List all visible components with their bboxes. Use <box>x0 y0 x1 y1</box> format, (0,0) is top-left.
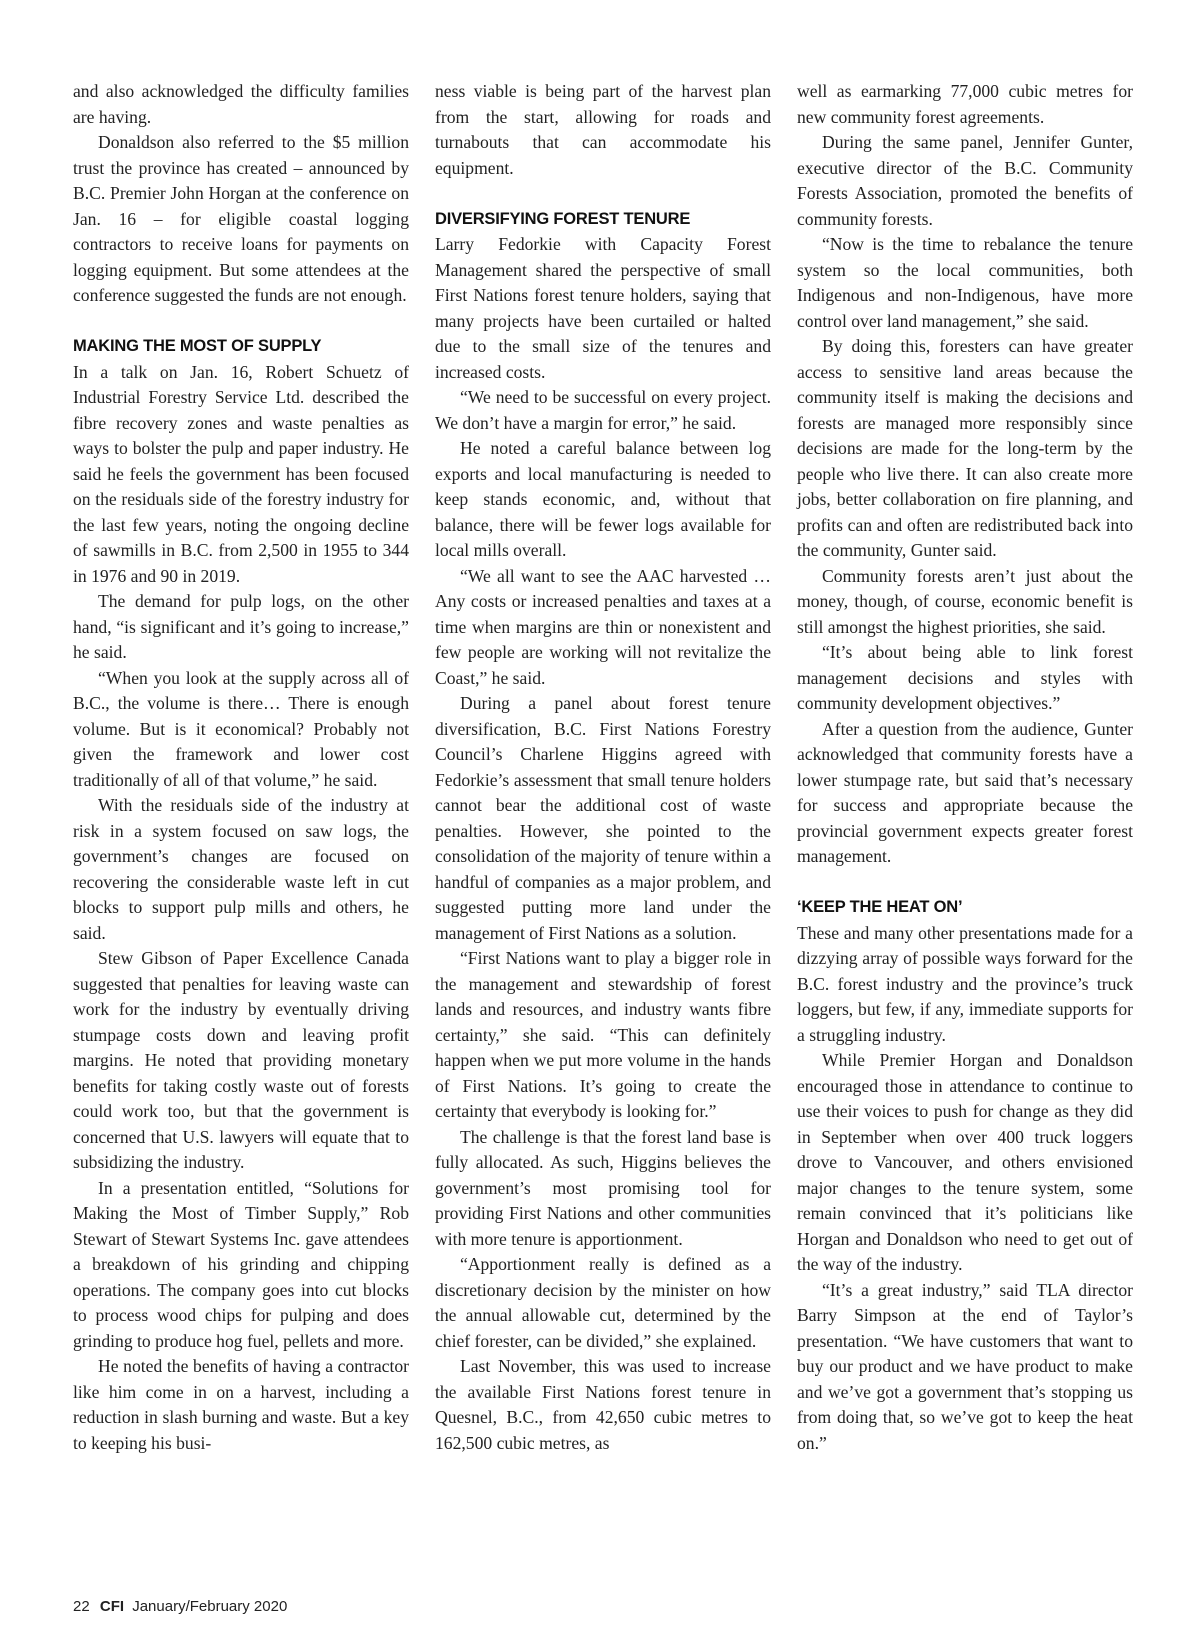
paragraph: Donaldson also referred to the $5 million trust the province has created – announced by B.C. Premier John Horgan at the conference on Jan. 16 – for eligible coastal logging contractors to receive loans for payments on logging equipment. But some attendees at the conference suggested the funds are not enough. <box>73 132 409 305</box>
paragraph: ness viable is being part of the harvest plan from the start, allowing for roads and turnabouts that can accommodate his equipment. <box>435 81 771 178</box>
paragraph: He noted the benefits of having a contractor like him come in on a harvest, including a reduction in slash burning and waste. But a key to keeping his busi- <box>73 1356 409 1453</box>
paragraph: The demand for pulp logs, on the other hand, “is significant and it’s going to increase,” he said. <box>73 591 409 662</box>
page-number: 22 <box>73 1598 90 1615</box>
issue-date: January/February 2020 <box>132 1598 288 1615</box>
paragraph: “Now is the time to rebalance the tenure system so the local communities, both Indigenous and non-Indigenous, have more control over land management,” she said. <box>797 234 1133 331</box>
paragraph: Last November, this was used to increase the available First Nations forest tenure in Quesnel, B.C., from 42,650 cubic metres to 162,500 cubic metres, as <box>435 1356 771 1453</box>
paragraph: With the residuals side of the industry at risk in a system focused on saw logs, the government’s changes are focused on recovering the considerable waste left in cut blocks to support pulp mills and others, he said. <box>73 795 409 943</box>
article-column-1 <box>73 79 409 1456</box>
paragraph: After a question from the audience, Gunter acknowledged that community forests have a lower stumpage rate, but said that’s necessary for success and appropriate because the provincial government expects greater forest management. <box>797 718 1133 866</box>
paragraph: By doing this, foresters can have greater access to sensitive land areas because the community itself is making the decisions and forests are managed more responsibly since decisions are made for the long-term by the people who live there. It can also create more jobs, better collaboration on fire planning, and profits can and often are redistributed back into the community, Gunter said. <box>797 336 1133 560</box>
paragraph: During a panel about forest tenure diversification, B.C. First Nations Forestry Council’s Charlene Higgins agreed with Fedorkie’s assessment that small tenure holders cannot bear the additional cost of waste penalties. However, she pointed to the consolidation of the majority of tenure within a handful of companies as a major problem, and suggested putting more land under the management of First Nations as a solution. <box>435 693 771 943</box>
paragraph: and also acknowledged the difficulty families are having. <box>73 81 409 127</box>
article-column-2 <box>435 79 771 1456</box>
paragraph: While Premier Horgan and Donaldson encouraged those in attendance to continue to use their voices to push for change as they did in September when over 400 truck loggers drove to Vancouver, and others envisioned major changes to the tenure system, some remain convinced that it’s politicians like Horgan and Donaldson who need to get out of the way of the industry. <box>797 1050 1133 1274</box>
section-heading: DIVERSIFYING FOREST TENURE <box>435 209 691 228</box>
paragraph: In a talk on Jan. 16, Robert Schuetz of Industrial Forestry Service Ltd. described the fibre recovery zones and waste penalties as ways to bolster the pulp and paper industry. He said he feels the government has been focused on the residuals side of the forestry industry for the last few years, noting the ongoing decline of sawmills in B.C. from 2,500 in 1955 to 344 in 1976 and 90 in 2019. <box>73 361 409 586</box>
paragraph: These and many other presentations made for a dizzying array of possible ways forward for the B.C. forest industry and the province’s truck loggers, but few, if any, immediate supports for a struggling industry. <box>797 922 1133 1045</box>
paragraph: “We all want to see the AAC harvested … Any costs or increased penalties and taxes at a time when margins are thin or nonexistent and few people are working will not revitalize the Coast,” he said. <box>435 565 771 688</box>
paragraph: Larry Fedorkie with Capacity Forest Management shared the perspective of small First Nations forest tenure holders, saying that many projects have been curtailed or halted due to the small size of the tenures and increased costs. <box>435 234 771 382</box>
paragraph: During the same panel, Jennifer Gunter, executive director of the B.C. Community Forests Association, promoted the benefits of community forests. <box>797 132 1133 229</box>
paragraph: In a presentation entitled, “Solutions for Making the Most of Timber Supply,” Rob Stewart of Stewart Systems Inc. gave attendees a breakdown of his grinding and chipping operations. The company goes into cut blocks to process wood chips for pulping and does grinding to produce hog fuel, pellets and more. <box>73 1177 409 1351</box>
paragraph: well as earmarking 77,000 cubic metres for new community forest agreements. <box>797 81 1133 127</box>
paragraph: “First Nations want to play a bigger role in the management and stewardship of forest lands and resources, and industry wants fibre certainty,” she said. “This can definitely happen when we put more volume in the hands of First Nations. It’s going to create the certainty that everybody is looking for.” <box>435 948 771 1121</box>
paragraph: “It’s about being able to link forest management decisions and styles with community development objectives.” <box>797 642 1133 713</box>
section-heading: MAKING THE MOST OF SUPPLY <box>73 337 322 355</box>
paragraph: Community forests aren’t just about the money, though, of course, economic benefit is still amongst the highest priorities, she said. <box>797 565 1133 637</box>
paragraph: “When you look at the supply across all of B.C., the volume is there… There is enough volume. But is it economical? Probably not given the framework and lower cost traditionally of all of that volume,” he said. <box>73 667 409 790</box>
article-column-3 <box>797 79 1133 1456</box>
paragraph: “We need to be successful on every project. We don’t have a margin for error,” he said. <box>435 387 771 433</box>
paragraph: The challenge is that the forest land base is fully allocated. As such, Higgins believes the government’s most promising tool for providing First Nations and other communities with more tenure is apportionment. <box>435 1126 771 1249</box>
paragraph: “It’s a great industry,” said TLA director Barry Simpson at the end of Taylor’s presentation. “We have customers that want to buy our product and we have product to make and we’ve got a government that’s stopping us from doing that, so we’ve got to keep the heat on.” <box>797 1279 1133 1453</box>
paragraph: “Apportionment really is defined as a discretionary decision by the minister on how the annual allowable cut, determined by the chief forester, can be divided,” she explained. <box>435 1254 771 1351</box>
paragraph: Stew Gibson of Paper Excellence Canada suggested that penalties for leaving waste can work for the industry by eventually driving stumpage costs down and leaving profit margins. He noted that providing monetary benefits for taking costly waste out of forests could work too, but that the government is concerned that U.S. lawyers will equate that to subsidizing the industry. <box>73 948 409 1172</box>
page-footer <box>73 1598 287 1615</box>
section-heading: ‘KEEP THE HEAT ON’ <box>797 898 963 916</box>
paragraph: He noted a careful balance between log exports and local manufacturing is needed to keep stands economic, and, without that balance, there will be fewer logs available for local mills overall. <box>435 438 771 560</box>
magazine-name: CFI <box>99 1598 125 1615</box>
